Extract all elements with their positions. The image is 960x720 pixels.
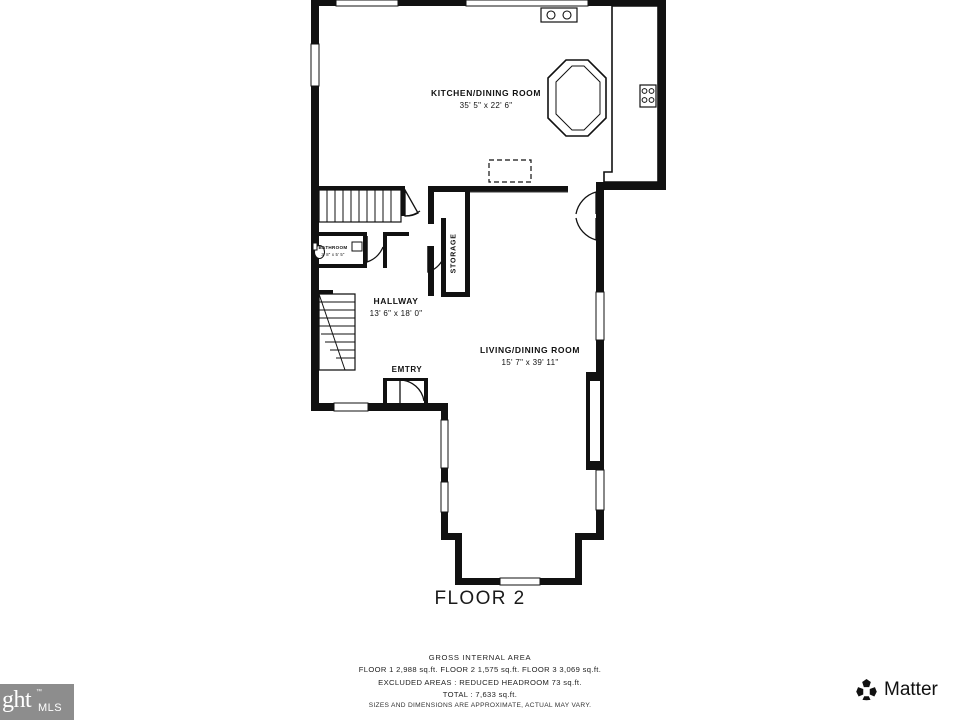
matterport-wordmark: Matter [884, 678, 938, 700]
stairs-upper [319, 190, 401, 222]
floor-title: FLOOR 2 [434, 588, 526, 609]
room-label-bathroom-dims: 3' 8" x 5' 5" [321, 252, 345, 257]
room-label-kitchen-dining-name: KITCHEN/DINING ROOM [430, 88, 542, 98]
bright-mls-watermark [0, 684, 74, 720]
room-label-kitchen-dining-dims: 35' 5" x 22' 6" [459, 101, 513, 110]
room-label-hallway-name: HALLWAY [373, 296, 419, 306]
area-summary-floors: FLOOR 1 2,988 sq.ft. FLOOR 2 1,575 sq.ft. FLOOR 3 3,069 sq.ft. [358, 665, 602, 675]
fireplace [586, 372, 604, 470]
room-label-storage-name: STORAGE [450, 233, 458, 274]
area-summary-disclaimer: SIZES AND DIMENSIONS ARE APPROXIMATE, ACTUAL MAY VARY. [368, 702, 592, 710]
matterport-mark-icon [855, 678, 878, 701]
bright-mls-wordmark: ght [2, 687, 32, 713]
matterport-logo [855, 678, 938, 701]
area-summary-total: TOTAL : 7,633 sq.ft. [442, 689, 518, 699]
area-summary-excluded: EXCLUDED AREAS : REDUCED HEADROOM 73 sq.ft. [378, 677, 582, 687]
room-label-bathroom-name: BATHROOM [318, 245, 348, 250]
area-summary-heading: GROSS INTERNAL AREA [428, 653, 532, 662]
trademark-icon: ™ [36, 689, 42, 695]
room-label-hallway-dims: 13' 6" x 18' 0" [369, 309, 423, 318]
mls-label: MLS [38, 702, 63, 714]
room-label-entry-name: EMTRY [391, 365, 423, 374]
room-label-living-dining-name: LIVING/DINING ROOM [479, 345, 581, 355]
room-label-living-dining-dims: 15' 7" x 39' 11" [501, 358, 559, 367]
area-summary [0, 652, 960, 712]
